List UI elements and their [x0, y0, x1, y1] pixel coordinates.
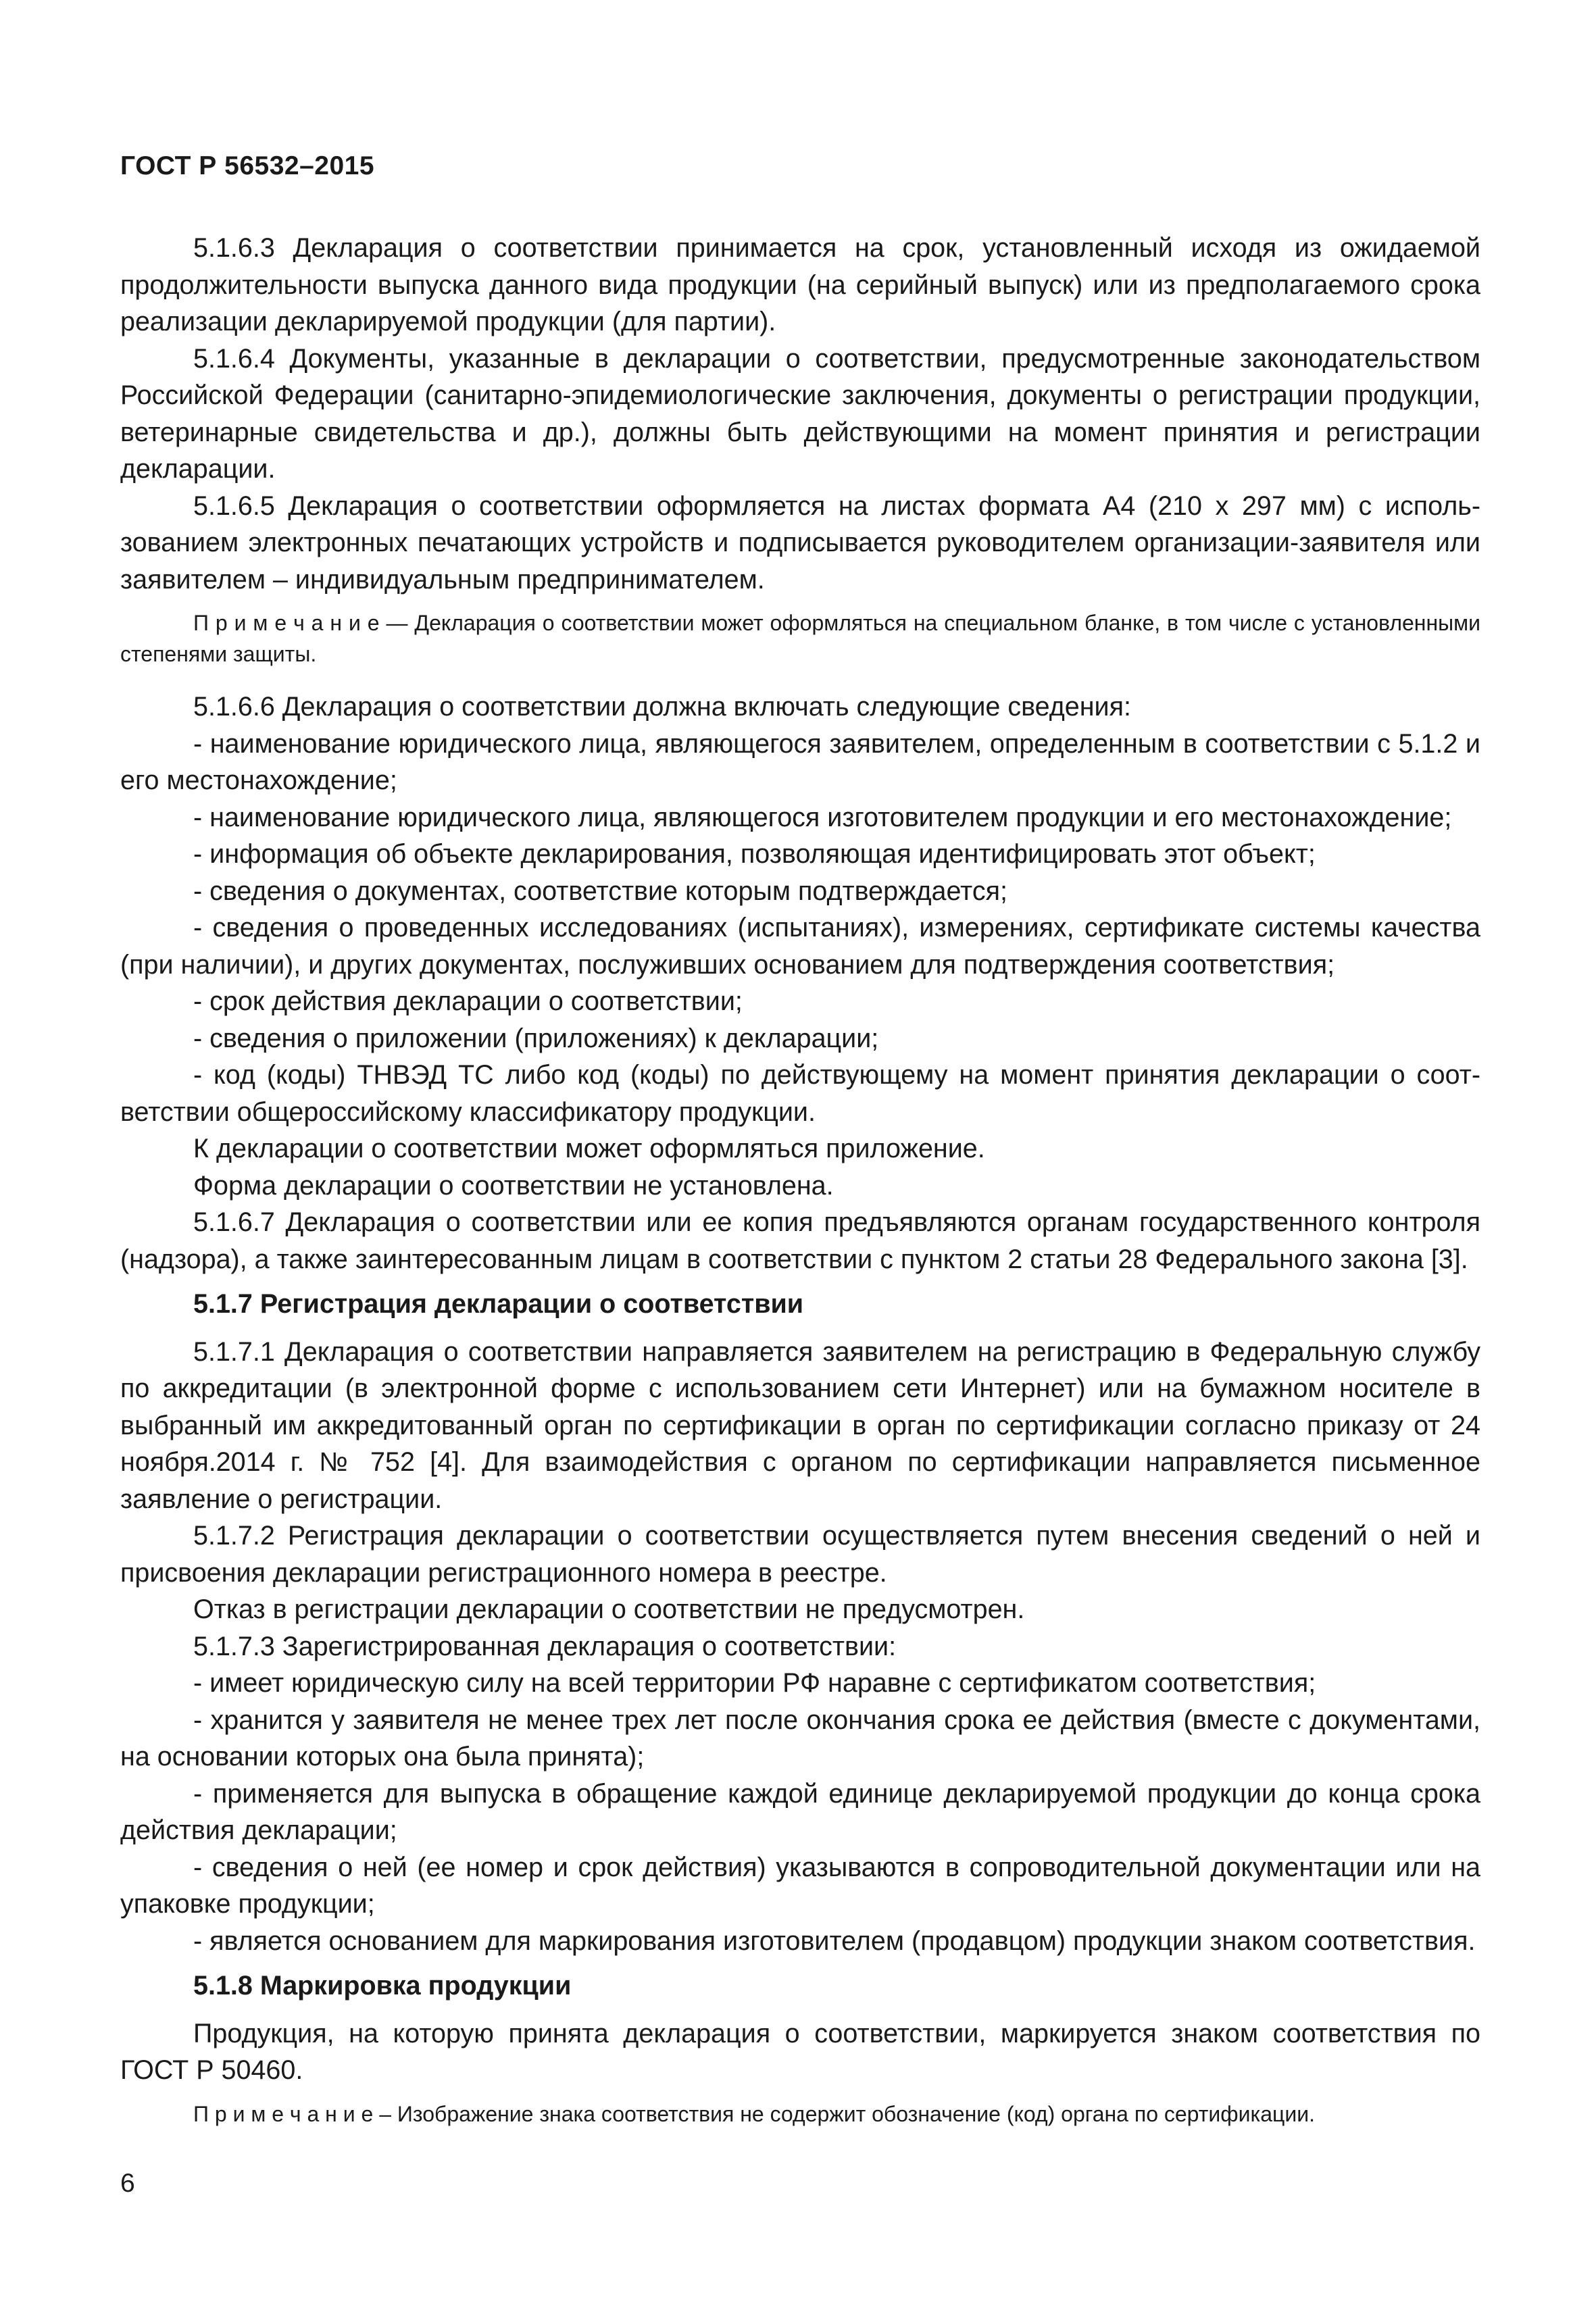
note-label: П р и м е ч а н и е	[193, 2101, 374, 2126]
document-page	[120, 0, 1480, 2314]
document-header: ГОСТ Р 56532–2015	[120, 151, 375, 180]
paragraph-5-1-6-4: 5.1.6.4 Документы, указанные в декларации о соответствии, предусмотренные законодательством Российской Федерации (санитарно-эпидемиологические заключения, документы о регистрации продукции, ветеринарные свидетельства и др.), должны быть действующими на момент принятия и регистрации декларации.	[120, 343, 1480, 484]
paragraph-5-1-6-3: 5.1.6.3 Декларация о соответствии принимается на срок, установленный исходя из ожидаемой продолжительности выпуска данного вида продукции (на серийный выпуск) или из предполагаемого срока реализации декларируемой продукции (для партии).	[120, 233, 1480, 336]
note-2	[120, 2098, 1480, 2130]
list-item: - наименование юридического лица, являющегося изготовителем продукции и его местонахождение;	[193, 802, 1452, 832]
paragraph-5-1-7-2: 5.1.7.2 Регистрация декларации о соответствии осуществляется путем внесения сведений о ней и присвоения декларации регистрационного номера в реестре.	[120, 1521, 1480, 1588]
paragraph-5-1-7-3: 5.1.7.3 Зарегистрированная декларация о соответствии:	[193, 1631, 897, 1661]
list-item: - хранится у заявителя не менее трех лет после окончания срока ее действия (вместе с документами, на основании которых она была принята);	[120, 1705, 1480, 1771]
list-item: - код (коды) ТНВЭД ТС либо код (коды) по действующему на момент принятия декларации о соответствии общероссийскому классификатору продукции.	[120, 1060, 1480, 1127]
paragraph-5-1-6-6: 5.1.6.6 Декларация о соответствии должна включать следующие сведения:	[193, 692, 1131, 722]
page-number: 6	[120, 2169, 135, 2198]
paragraph-5-1-6-5: 5.1.6.5 Декларация о соответствии оформляется на листах формата А4 (210 x 297 мм) с использованием электронных печатающих устройств и подписывается руководителем организации-заявителя или заявителем – индивидуальным предпринимателем.	[120, 491, 1480, 595]
list-item: - срок действия декларации о соответствии;	[193, 986, 743, 1016]
paragraph-5-1-7-1: 5.1.7.1 Декларация о соответствии направляется заявителем на регистрацию в Федеральную службу по аккредитации (в электронной форме с использованием сети Интернет) или на бумажном носителе в выбранный им аккредитованный орган по сертификации в орган по сертификации согласно приказу от 24 ноября.2014 г. № 752 [4]. Для взаимодействия с органом по сертификации направляется письменное заявление о регистрации.	[120, 1336, 1480, 1514]
section-heading-5-1-8: 5.1.8 Маркировка продукции	[193, 1971, 572, 2001]
document-body	[120, 230, 1480, 2148]
paragraph: Продукция, на которую принята декларация о соответствии, маркируется знаком соответствия по ГОСТ Р 50460.	[120, 2018, 1480, 2085]
list-item: - информация об объекте декларирования, позволяющая идентифицировать этот объект;	[193, 839, 1316, 869]
note-label: П р и м е ч а н и е	[193, 611, 380, 635]
list-item: - имеет юридическую силу на всей территории РФ наравне с сертификатом соответствия;	[193, 1668, 1316, 1698]
section-heading-5-1-7: 5.1.7 Регистрация декларации о соответствии	[193, 1289, 804, 1319]
paragraph: Отказ в регистрации декларации о соответствии не предусмотрен.	[193, 1594, 1025, 1624]
paragraph: Форма декларации о соответствии не установлена.	[193, 1170, 834, 1201]
list-item: - сведения о проведенных исследованиях (испытаниях), измерениях, сертификате системы качества (при наличии), и других документах, послуживших основанием для подтверждения соответствия;	[120, 913, 1480, 980]
list-item: - сведения о приложении (приложениях) к декларации;	[193, 1023, 879, 1053]
list-item: - сведения о документах, соответствие которым подтверждается;	[193, 876, 1007, 906]
note-text: – Изображение знака соответствия не содержит обозначение (код) органа по сертификации.	[373, 2101, 1315, 2126]
note-1	[120, 607, 1480, 670]
paragraph-5-1-6-7: 5.1.6.7 Декларация о соответствии или ее копия предъявляются органам государственного контроля (надзора), а также заинтересованным лицам в соответствии с пунктом 2 статьи 28 Федерального закона [3].	[120, 1207, 1480, 1274]
note-text: — Декларация о соответствии может оформляться на специальном бланке, в том числе с установленными степенями защиты.	[120, 611, 1481, 666]
list-item: - применяется для выпуска в обращение каждой единице декларируемой продукции до конца срока действия декларации;	[120, 1778, 1480, 1845]
list-item: - наименование юридического лица, являющегося заявителем, определенным в соответствии с 5.1.2 и его местонахождение;	[120, 728, 1480, 795]
list-item: - сведения о ней (ее номер и срок действия) указываются в сопроводительной документации или на упаковке продукции;	[120, 1852, 1480, 1919]
list-item: - является основанием для маркирования изготовителем (продавцом) продукции знаком соответствия.	[193, 1926, 1476, 1956]
paragraph: К декларации о соответствии может оформляться приложение.	[193, 1134, 985, 1163]
